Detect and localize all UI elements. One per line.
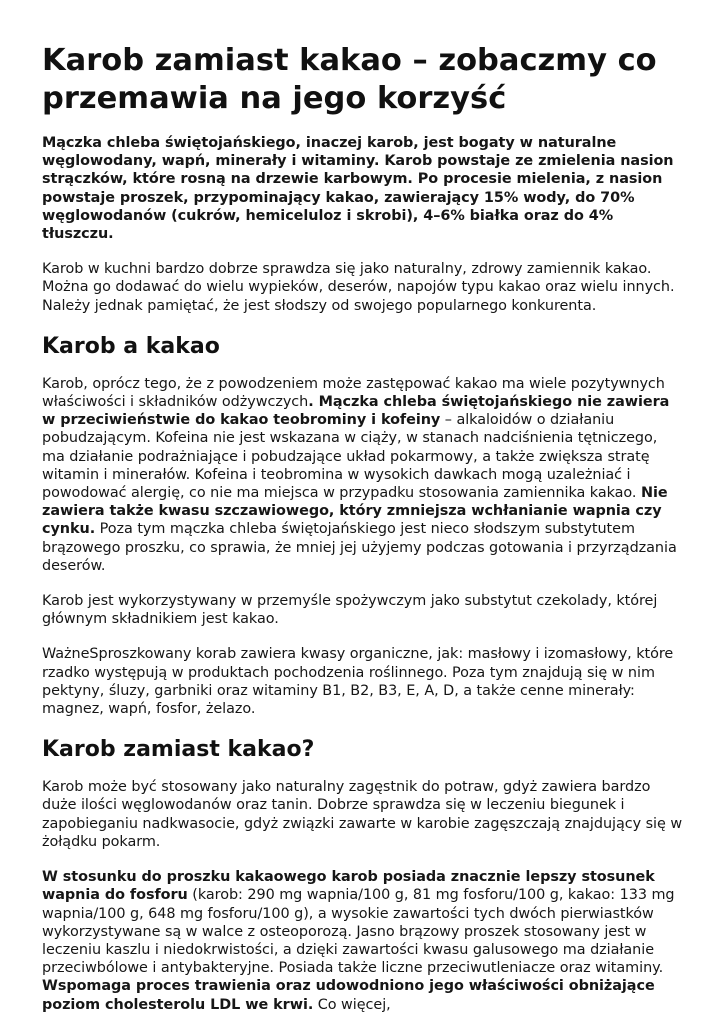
section1-paragraph-1	[42, 375, 684, 575]
section1-paragraph-2: Karob jest wykorzystywany w przemyśle spożywczym jako substytut czekolady, której głównym składnikiem jest kakao.	[42, 593, 658, 628]
bold-run: W stosunku do proszku kakaowego karob posiada znacznie lepszy stosunek wapnia do fosforu	[42, 869, 655, 904]
text-run: – alkaloidów o działaniu pobudzającym. Kofeina nie jest wskazana w ciąży, w stanach nadciśnienia tętniczego, ma działanie podrażniające i pobudzające układ pokarmowy, a także zwiększa stratę witamin i minerałów. Kofeina i teobromina w wysokich dawkach mogą uzależniać i powodować alergię, co nie ma miejsca w przypadku stosowania zamiennika kakao.	[42, 412, 658, 502]
section-heading-karob-a-kakao: Karob a kakao	[42, 333, 220, 359]
text-run: (karob: 290 mg wapnia/100 g, 81 mg fosforu/100 g, kakao: 133 mg wapnia/100 g, 648 mg fosforu/100 g), a wysokie zawartości tych dwóch pierwiastków wykorzystywane są w walce z osteoporozą. Jasno brązowy proszek stosowany jest w leczeniu kaszlu i niedokrwistości, a dzięki zawartości kwasu galusowego ma działanie przeciwbólowe i antybakteryjne. Posiada także liczne przeciwutleniacze oraz witaminy.	[42, 887, 675, 977]
section2-paragraph-2	[42, 868, 684, 1014]
section1-paragraph-3: WażneSproszkowany korab zawiera kwasy organiczne, jak: masłowy i izomasłowy, które rzadko występują w produktach pochodzenia roślinnego. Poza tym znajdują się w nim pektyny, śluzy, garbniki oraz witaminy B1, B2, B3, E, A, D, a także cenne minerały: magnez, wapń, fosfor, żelazo.	[42, 646, 674, 718]
article-title: Karob zamiast kakao – zobaczmy co przemawia na jego korzyść	[42, 43, 657, 116]
intro-paragraph-2: Karob w kuchni bardzo dobrze sprawdza się jako naturalny, zdrowy zamiennik kakao. Można go dodawać do wielu wypieków, deserów, napojów typu kakao oraz wielu innych. Należy jednak pamiętać, że jest słodszy od swojego popularnego konkurenta.	[42, 261, 675, 314]
bold-run: Wspomaga proces trawienia oraz udowodniono jego właściwości obniżające poziom cholesterolu LDL we krwi.	[42, 978, 655, 1013]
text-run: Co więcej,	[313, 996, 391, 1013]
section2-paragraph-1: Karob może być stosowany jako naturalny zagęstnik do potraw, gdyż zawiera bardzo duże ilości węglowodanów oraz tanin. Dobrze sprawdza się w leczeniu biegunek i zapobieganiu nadkwasocie, gdyż związki zawarte w karobie zagęszczają znajdujący się w żołądku pokarm.	[42, 779, 683, 850]
bold-run: Nie zawiera także kwasu szczawiowego, który zmniejsza wchłanianie wapnia czy cynku.	[42, 485, 668, 538]
intro-paragraph: Mączka chleba świętojańskiego, inaczej karob, jest bogaty w naturalne węglowodany, wapń, minerały i witaminy. Karob powstaje ze zmielenia nasion strączków, które rosną na drzewie karbowym. Po procesie mielenia, z nasion powstaje proszek, przypominający kakao, zawierający 15% wody, do 70% węglowodanów (cukrów, hemiceluloz i skrobi), 4–6% białka oraz do 4% tłuszczu.	[42, 135, 674, 243]
section-heading-karob-zamiast-kakao: Karob zamiast kakao?	[42, 737, 315, 763]
bold-run: . Mączka chleba świętojańskiego nie zawiera w przeciwieństwie do kakao teobrominy i kofeiny	[42, 394, 670, 429]
text-run: Karob, oprócz tego, że z powodzeniem może zastępować kakao ma wiele pozytywnych właściwości i składników odżywczych	[42, 375, 665, 411]
text-run: Poza tym mączka chleba świętojańskiego jest nieco słodszym substytutem brązowego proszku, co sprawia, że mniej jej użyjemy podczas gotowania i przyrządzania deserów.	[42, 521, 677, 574]
